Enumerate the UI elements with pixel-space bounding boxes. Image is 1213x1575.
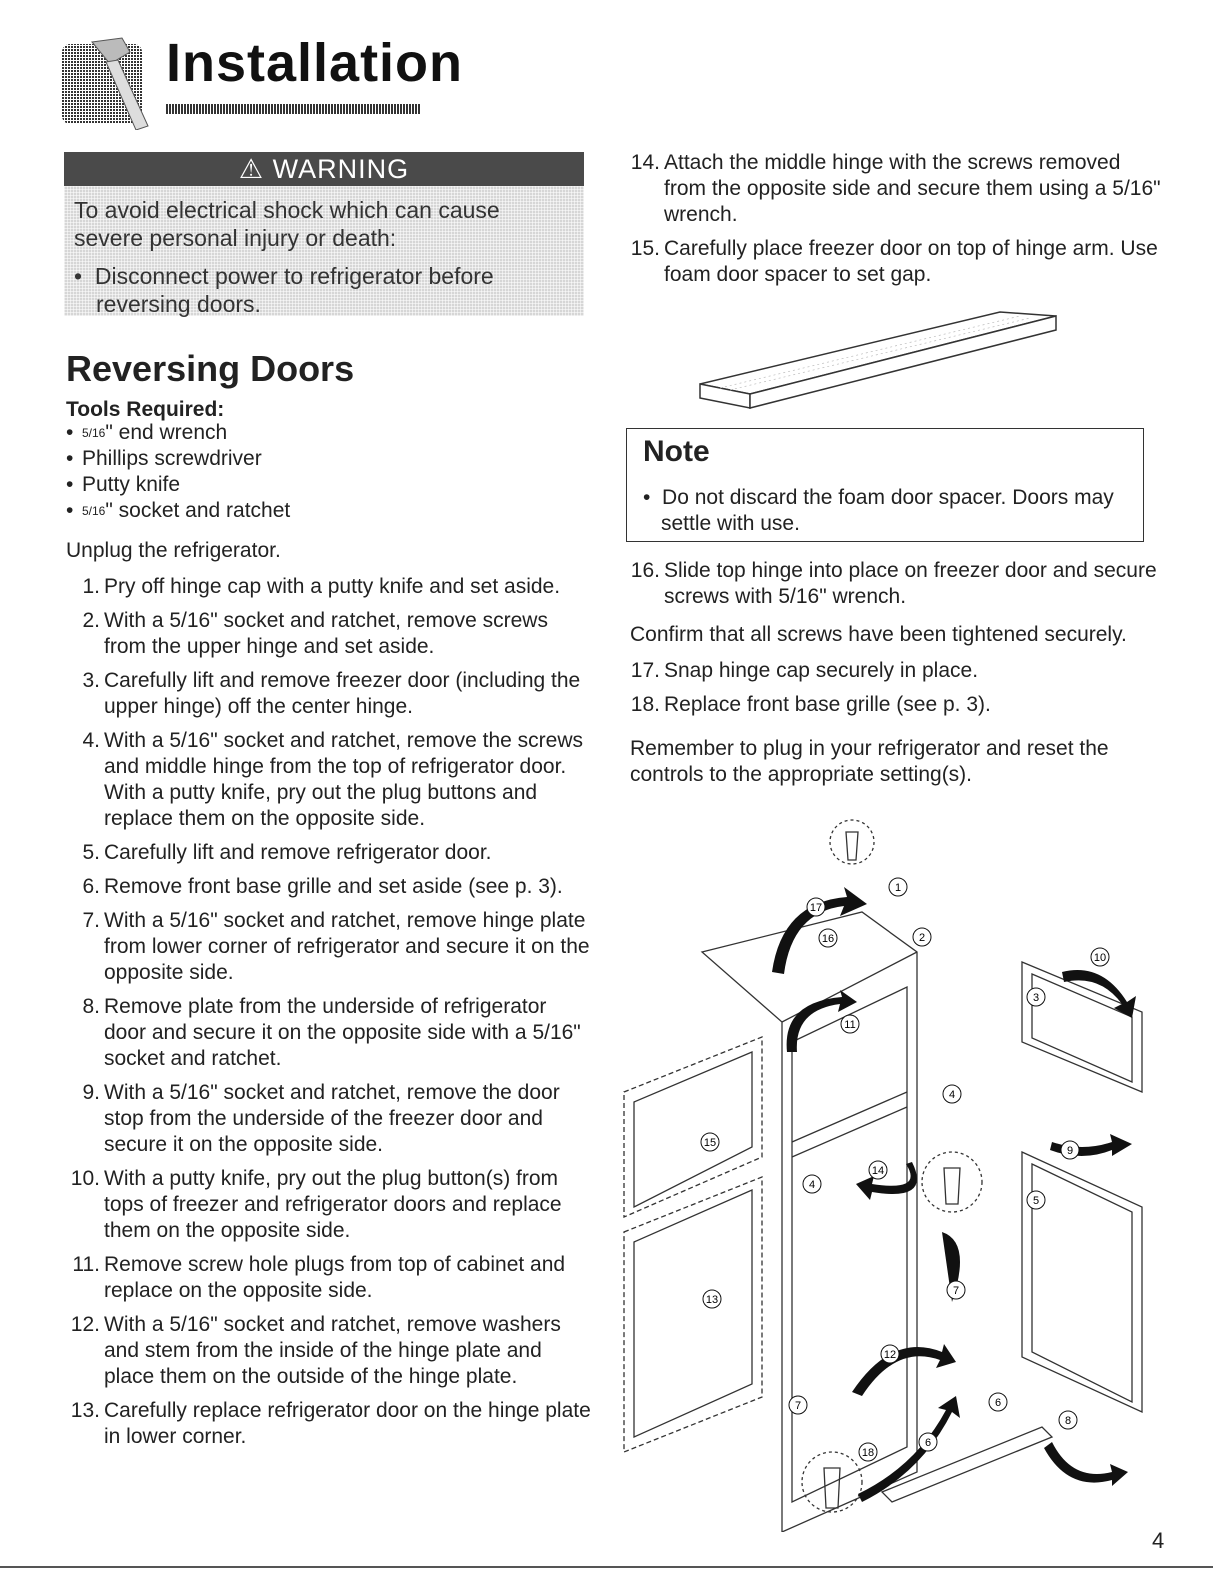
page-title: Installation — [166, 33, 464, 93]
step-text: With a 5/16" socket and ratchet, remove washers and stem from the inside of the hinge plate and place them on the outside of the hinge plate. — [104, 1313, 561, 1388]
warning-box — [64, 152, 584, 316]
note-text-body: Do not discard the foam door spacer. Doors may settle with use. — [661, 486, 1114, 535]
diagram-label-3: 3 — [1032, 992, 1040, 1004]
step-text: With a putty knife, pry out the plug button(s) from tops of freezer and refrigerator doors and replace them on the opposite side. — [104, 1167, 562, 1242]
diagram-label-1: 1 — [894, 882, 902, 894]
step-number: 1. — [82, 575, 100, 598]
step-item — [66, 1080, 594, 1158]
step-item — [66, 994, 594, 1072]
warning-label: WARNING — [272, 154, 410, 184]
tool-fraction: 5/16 — [82, 426, 106, 440]
diagram-label-17: 17 — [809, 902, 823, 914]
diagram-label-5: 5 — [1032, 1195, 1040, 1207]
step-item — [626, 658, 1166, 684]
step-number: 5. — [82, 841, 100, 864]
step-text: Carefully place freezer door on top of hinge arm. Use foam door spacer to set gap. — [664, 237, 1158, 286]
step-number: 13. — [70, 1399, 100, 1422]
diagram-label-6a: 6 — [994, 1397, 1002, 1409]
diagram-label-7a: 7 — [952, 1285, 960, 1297]
tool-text: Putty knife — [82, 473, 181, 496]
freezer-door-left — [624, 1037, 762, 1217]
warning-bullet: • Disconnect power to refrigerator before reversing doors. — [74, 263, 494, 317]
tool-text: " end wrench — [105, 421, 228, 444]
step-item — [66, 608, 594, 660]
step-number: 17. — [630, 659, 660, 682]
diagram-label-4a: 4 — [948, 1089, 956, 1101]
step-number: 12. — [70, 1313, 100, 1336]
diagram-label-9: 9 — [1066, 1145, 1074, 1157]
refrigerator-door-right — [1022, 1152, 1142, 1412]
section-title: Reversing Doors — [66, 348, 355, 389]
tool-fraction: 5/16 — [82, 504, 106, 518]
tools-heading: Tools Required: — [66, 398, 225, 421]
door-reversal-diagram — [612, 812, 1172, 1532]
step-number: 10. — [70, 1167, 100, 1190]
step-number: 6. — [82, 875, 100, 898]
diagram-label-8: 8 — [1064, 1415, 1072, 1427]
tool-item — [66, 498, 290, 524]
step-text: Remove screw hole plugs from top of cabinet and replace on the opposite side. — [104, 1253, 566, 1302]
step-text: Attach the middle hinge with the screws removed from the opposite side and secure them using a 5/16" wrench. — [664, 151, 1161, 226]
step-item — [66, 728, 594, 832]
confirm-instruction: Confirm that all screws have been tightened securely. — [630, 623, 1127, 646]
step-item — [66, 874, 594, 900]
title-rule — [166, 104, 420, 114]
steps-list-left — [66, 574, 594, 1458]
steps-list-right-a — [626, 150, 1166, 296]
diagram-label-11: 11 — [844, 1019, 856, 1031]
diagram-label-2: 2 — [918, 932, 926, 944]
step-text: Snap hinge cap securely in place. — [664, 659, 979, 682]
warning-body — [74, 196, 574, 328]
unplug-instruction: Unplug the refrigerator. — [66, 539, 281, 562]
step-item — [626, 692, 1166, 718]
step-text: Remove front base grille and set aside (see p. 3). — [104, 875, 563, 898]
step-number: 2. — [82, 609, 100, 632]
diagram-label-14: 14 — [871, 1165, 885, 1177]
note-title: Note — [643, 435, 710, 468]
step-item — [66, 574, 594, 600]
tool-item — [66, 420, 290, 446]
step-number: 9. — [82, 1081, 100, 1104]
warning-triangle-icon: ⚠ — [238, 154, 265, 184]
tool-text: " socket and ratchet — [105, 499, 291, 522]
diagram-label-18: 18 — [861, 1447, 875, 1459]
footer-rule — [0, 1566, 1213, 1568]
diagram-label-12: 12 — [883, 1349, 897, 1361]
cabinet-outline — [702, 912, 917, 1532]
diagram-label-7b: 7 — [794, 1400, 802, 1412]
steps-list-right-b — [626, 558, 1166, 618]
foam-door-spacer-illustration — [690, 298, 1070, 410]
step-item — [66, 668, 594, 720]
diagram-label-15: 15 — [703, 1137, 717, 1149]
diagram-label-4b: 4 — [808, 1179, 816, 1191]
step-text: Pry off hinge cap with a putty knife and set aside. — [104, 575, 561, 598]
freezer-door-right — [1022, 962, 1142, 1092]
step-number: 18. — [630, 693, 660, 716]
step-text: Carefully lift and remove refrigerator door. — [104, 841, 492, 864]
diagram-label-16: 16 — [821, 933, 835, 945]
step-number: 14. — [630, 151, 660, 174]
step-text: Carefully replace refrigerator door on the hinge plate in lower corner. — [104, 1399, 591, 1448]
warning-text: To avoid electrical shock which can cause severe personal injury or death: — [74, 197, 500, 251]
step-number: 3. — [82, 669, 100, 692]
step-item — [66, 1398, 594, 1450]
step-item — [626, 150, 1166, 228]
step-number: 4. — [82, 729, 100, 752]
warning-bullet-text: Disconnect power to refrigerator before reversing doors. — [94, 263, 494, 317]
step-number: 15. — [630, 237, 660, 260]
steps-list-right-c — [626, 658, 1166, 726]
page-number: 4 — [1152, 1528, 1165, 1553]
note-box — [626, 428, 1144, 542]
diagram-label-10: 10 — [1093, 952, 1107, 964]
step-text: With a 5/16" socket and ratchet, remove screws from the upper hinge and set aside. — [104, 609, 548, 658]
step-text: Carefully lift and remove freezer door (including the upper hinge) off the center hinge. — [104, 669, 581, 718]
step-number: 16. — [630, 559, 660, 582]
step-text: Slide top hinge into place on freezer door and secure screws with 5/16" wrench. — [664, 559, 1157, 608]
step-number: 8. — [82, 995, 100, 1018]
diagram-label-13: 13 — [705, 1294, 719, 1306]
step-number: 11. — [72, 1253, 100, 1276]
tool-item — [66, 446, 290, 472]
step-item — [626, 236, 1166, 288]
remember-instruction: Remember to plug in your refrigerator and reset the controls to the appropriate setting(s). — [630, 737, 1109, 786]
step-text: Replace front base grille (see p. 3). — [664, 693, 991, 716]
tool-item — [66, 472, 290, 498]
step-item — [66, 908, 594, 986]
step-text: With a 5/16" socket and ratchet, remove the door stop from the underside of the freezer door and secure it on the opposite side. — [104, 1081, 560, 1156]
step-item — [66, 840, 594, 866]
tools-list — [66, 420, 290, 524]
step-item — [626, 558, 1166, 610]
step-text: With a 5/16" socket and ratchet, remove hinge plate from lower corner of refrigerator and secure it on the opposite side. — [104, 909, 590, 984]
cabinet-inner — [792, 987, 907, 1502]
note-text: • Do not discard the foam door spacer. Doors may settle with use. — [643, 486, 1114, 535]
step-number: 7. — [82, 909, 100, 932]
warning-header — [64, 152, 584, 186]
step-item — [66, 1252, 594, 1304]
step-text: Remove plate from the underside of refrigerator door and secure it on the opposite side with a 5/16" socket and ratchet. — [104, 995, 581, 1070]
diagram-label-6b: 6 — [924, 1437, 932, 1449]
step-text: With a 5/16" socket and ratchet, remove the screws and middle hinge from the top of refrigerator door. With a putty knife, pry out the plug buttons and replace them on the opposite side. — [104, 729, 584, 830]
installation-tool-icon — [62, 34, 150, 130]
step-item — [66, 1166, 594, 1244]
step-item — [66, 1312, 594, 1390]
tool-text: Phillips screwdriver — [82, 447, 262, 470]
